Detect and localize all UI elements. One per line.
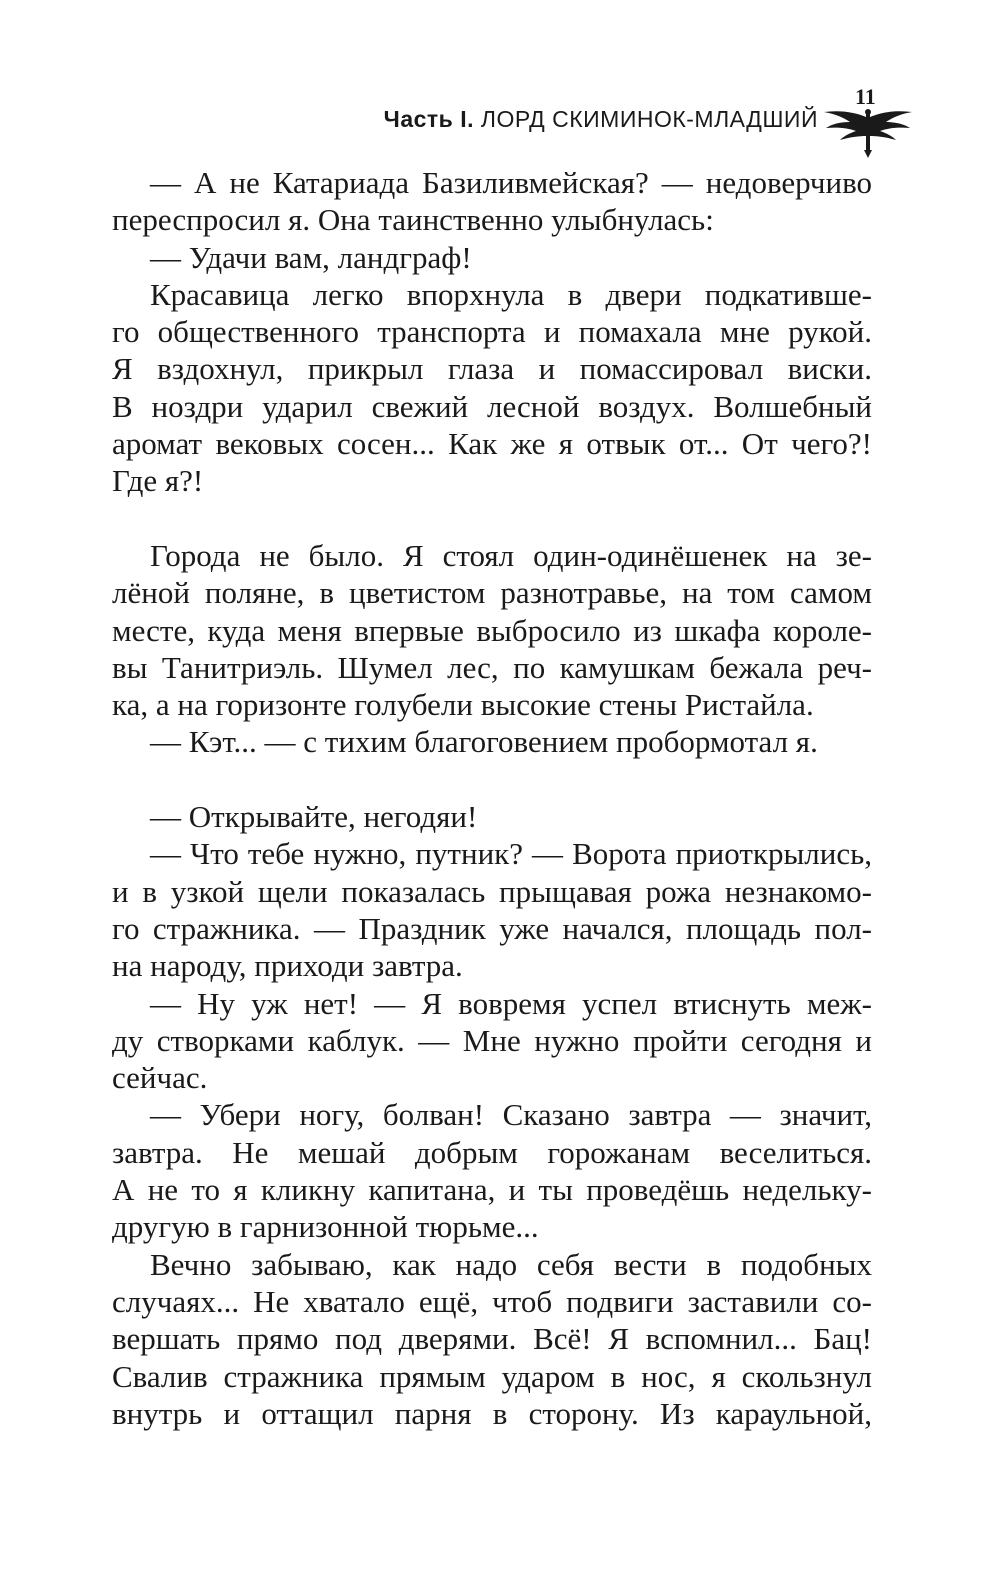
text-line: Где я?! — [112, 463, 204, 499]
text-line: А не то я кликну капитана, и ты проведёшь недельку- — [112, 1172, 872, 1208]
running-header — [0, 78, 1000, 168]
text-line: — Открывайте, негодяи! — [150, 799, 478, 835]
text-line: месте, куда меня впервые выбросило из шкафа короле- — [112, 612, 872, 648]
chapter-title: ЛОРД СКИМИНОК-МЛАДШИЙ — [480, 106, 818, 132]
running-title — [384, 106, 818, 133]
text-line: сейчас. — [112, 1060, 208, 1096]
text-line: на народу, приходи завтра. — [112, 948, 463, 984]
text-line: вершать прямо под дверями. Всё! Я вспомнил... Бац! — [112, 1321, 872, 1357]
page-number: 11 — [855, 84, 876, 109]
text-line: ду створками каблук. — Мне нужно пройти сегодня и — [112, 1022, 872, 1058]
text-line: — Что тебе нужно, путник? — Ворота приоткрылись, — [150, 836, 872, 872]
text-line: го стражника. — Праздник уже начался, площадь пол- — [112, 910, 872, 946]
text-line: — Убери ногу, болван! Сказано завтра — значит, — [150, 1097, 872, 1133]
text-line: — Ну уж нет! — Я вовремя успел втиснуть меж- — [150, 985, 872, 1021]
winged-sword-icon — [822, 100, 914, 158]
text-line: — Кэт... — с тихим благоговением пробормотал я. — [150, 724, 818, 760]
text-line: вы Танитриэль. Шумел лес, по камушкам бежала реч- — [112, 649, 872, 685]
text-line: Красавица легко впорхнула в двери подкатившe- — [150, 276, 872, 312]
text-line: Я вздохнул, прикрыл глаза и помассировал виски. — [112, 351, 872, 387]
text-line: — Удачи вам, ландграф! — [150, 239, 472, 275]
text-line: ка, а на горизонте голубели высокие стены Ристайла. — [112, 687, 814, 723]
text-line: внутрь и оттащил парня в сторону. Из караульной, — [112, 1395, 872, 1431]
text-line: Свалив стражника прямым ударом в нос, я скользнул — [112, 1358, 872, 1394]
text-line: лёной поляне, в цветистом разнотравье, на том самом — [112, 575, 872, 611]
text-line: В ноздри ударил свежий лесной воздух. Волшебный — [112, 388, 872, 424]
text-line: завтра. Не мешай добрым горожанам веселиться. — [112, 1134, 872, 1170]
text-line: — А не Катариада Базиливмейская? — недоверчиво — [150, 165, 872, 200]
text-line: другую в гарнизонной тюрьме... — [112, 1209, 539, 1245]
text-line: случаях... Не хватало ещё, чтоб подвиги заставили со- — [112, 1283, 872, 1319]
body-text — [112, 164, 872, 1432]
text-line: и в узкой щели показалась прыщавая рожа незнакомо- — [112, 873, 872, 909]
part-label: Часть I. — [383, 106, 474, 132]
text-line: Города не было. Я стоял один-одинёшенек на зе- — [150, 537, 872, 573]
text-line: Вечно забываю, как надо себя вести в подобных — [150, 1246, 872, 1282]
text-line: переспросил я. Она таинственно улыбнулась: — [112, 202, 714, 238]
text-line: го общественного транспорта и помахала мне рукой. — [112, 314, 872, 350]
text-line: аромат вековых сосен... Как же я отвык от... От чего?! — [112, 426, 872, 462]
